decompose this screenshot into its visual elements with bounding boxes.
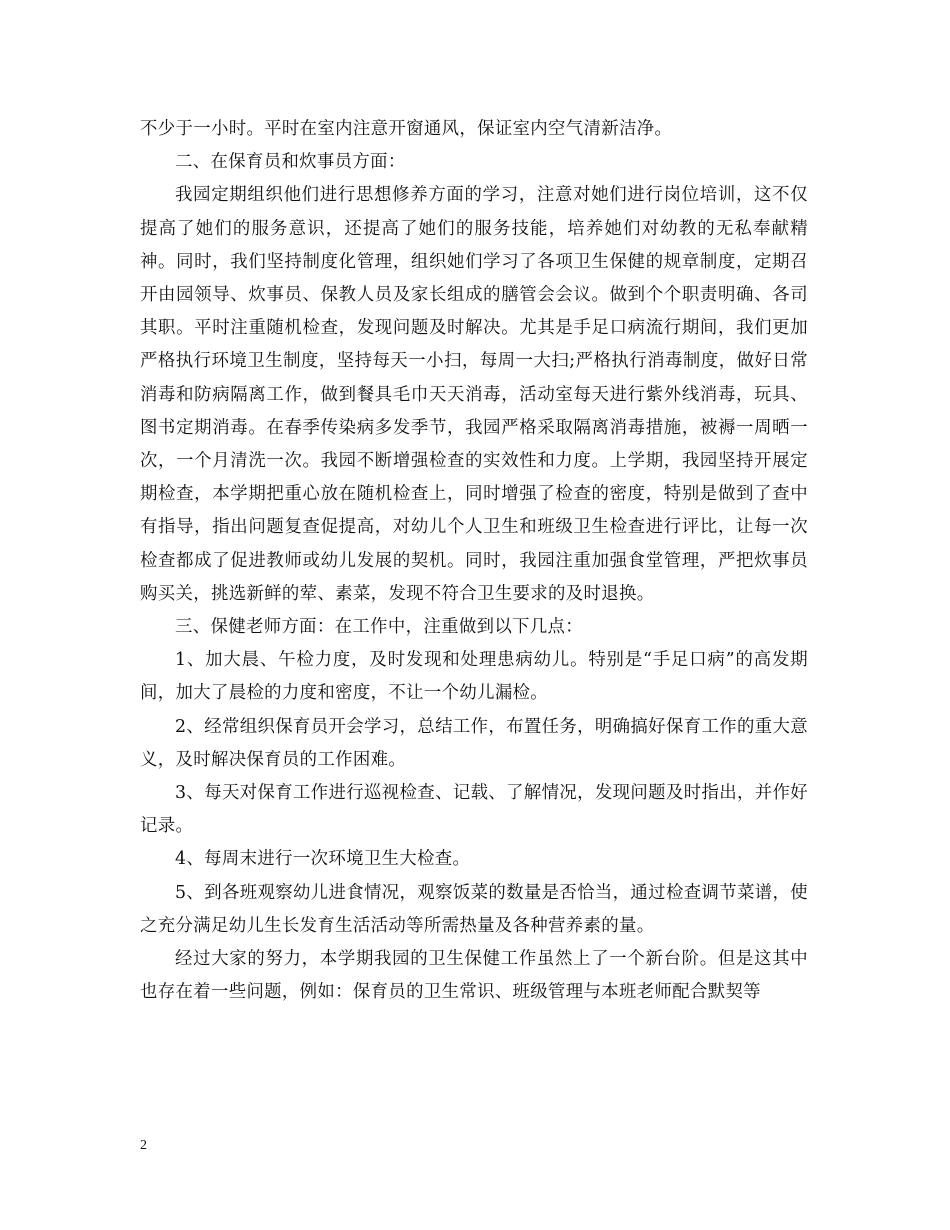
list-item: 5、到各班观察幼儿进食情况，观察饭菜的数量是否恰当，通过检查调节菜谱，使之充分满足幼儿生长发育生活活动等所需热量及各种营养素的量。 <box>140 882 808 936</box>
section-heading: 二、在保育员和炊事员方面： <box>175 152 406 173</box>
list-item: 2、经常组织保育员开会学习，总结工作，布置任务，明确搞好保育工作的重大意义，及时解决保育员的工作困难。 <box>140 716 808 770</box>
section-heading: 三、保健老师方面：在工作中，注重做到以下几点： <box>175 617 584 638</box>
body-text <box>140 113 808 1009</box>
list-item: 1、加大晨、午检力度，及时发现和处理患病幼儿。特别是“手足口病”的高发期间，加大了晨检的力度和密度，不让一个幼儿漏检。 <box>140 650 808 704</box>
paragraph: 不少于一小时。平时在室内注意开窗通风，保证室内空气清新洁净。 <box>140 119 673 139</box>
paragraph: 我园定期组织他们进行思想修养方面的学习，注意对她们进行岗位培训，这不仅提高了她们的服务意识，还提高了她们的服务技能，培养她们对幼教的无私奉献精神。同时，我们坚持制度化管理，组织她们学习了各项卫生保健的规章制度，定期召开由园领导、炊事员、保教人员及家长组成的膳管会会议。做到个个职责明确、各司其职。平时注重随机检查，发现问题及时解决。尤其是手足口病流行期间，我们更加严格执行环境卫生制度，坚持每天一小扫，每周一大扫;严格执行消毒制度，做好日常消毒和防病隔离工作，做到餐具毛巾天天消毒，活动室每天进行紫外线消毒，玩具、图书定期消毒。在春季传染病多发季节，我园严格采取隔离消毒措施，被褥一周晒一次，一个月清洗一次。我园不断增强检查的实效性和力度。上学期，我园坚持开展定期检查，本学期把重心放在随机检查上，同时增强了检查的密度，特别是做到了查中有指导，指出问题复查促提高，对幼儿个人卫生和班级卫生检查进行评比，让每一次检查都成了促进教师或幼儿发展的契机。同时，我园注重加强食堂管理，严把炊事员购买关，挑选新鲜的荤、素菜，发现不符合卫生要求的及时退换。 <box>140 185 808 604</box>
list-item: 3、每天对保育工作进行巡视检查、记载、了解情况，发现问题及时指出，并作好记录。 <box>140 783 808 837</box>
paragraph: 经过大家的努力，本学期我园的卫生保健工作虽然上了一个新台阶。但是这其中也存在着一些问题，例如：保育员的卫生常识、班级管理与本班老师配合默契等 <box>140 949 808 1003</box>
list-item: 4、每周末进行一次环境卫生大检查。 <box>175 849 471 870</box>
page-number: 2 <box>140 1138 147 1153</box>
